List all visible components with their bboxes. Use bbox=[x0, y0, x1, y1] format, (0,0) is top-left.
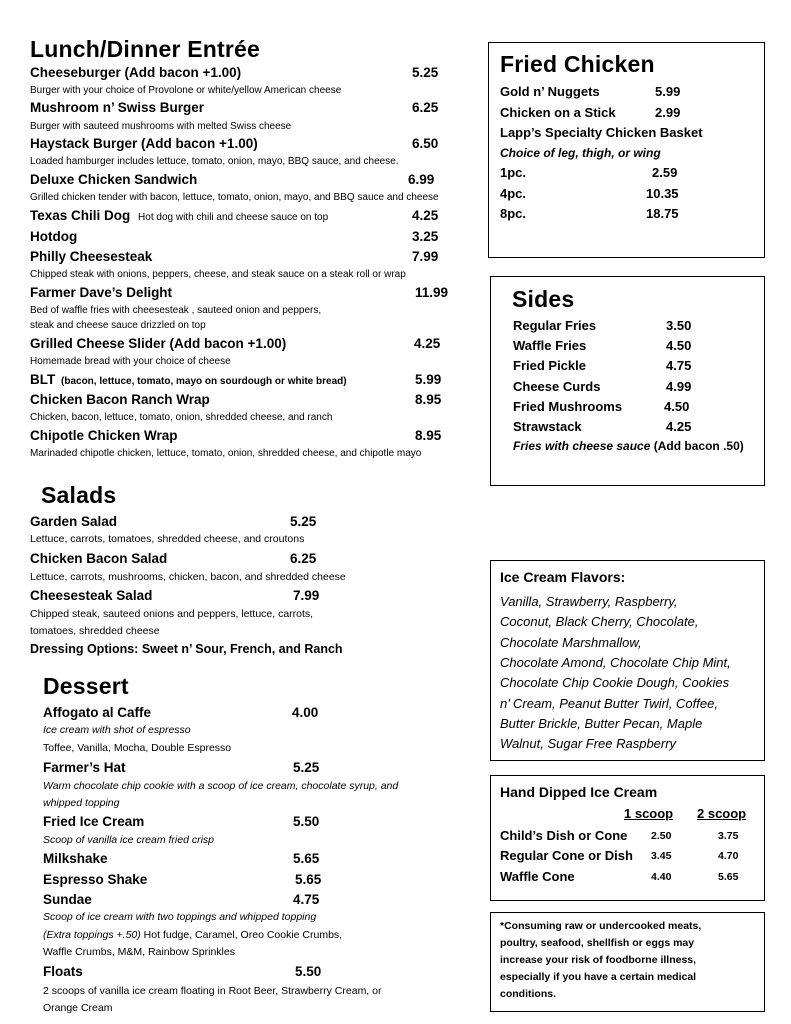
menu-item-name: 4pc. bbox=[500, 186, 527, 201]
fried-chicken-title: Fried Chicken bbox=[500, 51, 655, 77]
menu-item-name: Deluxe Chicken Sandwich bbox=[30, 172, 198, 187]
salads-title: Salads bbox=[41, 482, 117, 508]
flavor-line: Coconut, Black Cherry, Chocolate, bbox=[500, 614, 699, 629]
basket-title: Lapp’s Specialty Chicken Basket bbox=[500, 125, 703, 140]
menu-item-name: Farmer’s Hat bbox=[43, 760, 126, 775]
menu-item-name-text: Texas Chili Dog bbox=[30, 208, 131, 223]
menu-item-desc: tomatoes, shredded cheese bbox=[30, 625, 160, 637]
menu-item-name: Floats bbox=[43, 964, 83, 979]
menu-item-name bbox=[30, 372, 347, 387]
flavor-line: n’ Cream, Peanut Butter Twirl, Coffee, bbox=[500, 696, 718, 711]
menu-item-price: 4.40 bbox=[651, 871, 672, 883]
sides-note-bold: (Add bacon .50) bbox=[653, 439, 744, 453]
flavor-line: Chocolate Amond, Chocolate Chip Mint, bbox=[500, 655, 731, 670]
flavor-line: Butter Brickle, Butter Pecan, Maple bbox=[500, 716, 703, 731]
menu-item-name: Strawstack bbox=[513, 419, 582, 434]
sides-title: Sides bbox=[512, 286, 575, 312]
menu-item-name: Cheeseburger (Add bacon +1.00) bbox=[30, 65, 242, 80]
menu-item-price: 6.99 bbox=[408, 172, 435, 187]
disclaimer-line: *Consuming raw or undercooked meats, bbox=[500, 920, 702, 932]
menu-item-price: 4.70 bbox=[718, 850, 739, 862]
menu-item-price: 18.75 bbox=[646, 206, 679, 221]
sides-note-italic: Fries with cheese sauce bbox=[513, 439, 654, 453]
menu-item-name: 8pc. bbox=[500, 206, 527, 221]
menu-item-price: 6.25 bbox=[412, 100, 439, 115]
menu-item-price: 4.25 bbox=[412, 208, 439, 223]
menu-item-price: 7.99 bbox=[293, 588, 320, 603]
menu-item-name: Grilled Cheese Slider (Add bacon +1.00) bbox=[30, 336, 287, 351]
menu-item-desc: Loaded hamburger includes lettuce, tomato, onion, mayo, BBQ sauce, and cheese. bbox=[30, 156, 399, 167]
menu-item-price: 6.25 bbox=[290, 551, 317, 566]
menu-item-name: Mushroom n’ Swiss Burger bbox=[30, 100, 205, 115]
menu-item-price: 4.50 bbox=[666, 338, 692, 353]
menu-item-price: 4.99 bbox=[666, 379, 692, 394]
menu-item-desc: Bed of waffle fries with cheesesteak , sauteed onion and peppers, bbox=[30, 305, 322, 316]
menu-item-price: 4.25 bbox=[666, 419, 692, 434]
menu-item-desc: Ice cream with shot of espresso bbox=[43, 724, 191, 736]
fried-chicken-box bbox=[488, 42, 765, 258]
menu-item-name: Philly Cheesesteak bbox=[30, 249, 153, 264]
flavor-line: Chocolate Marshmallow, bbox=[500, 635, 642, 650]
menu-item-price: 5.65 bbox=[295, 872, 322, 887]
menu-item-name: Waffle Cone bbox=[500, 869, 575, 884]
menu-item-price: 2.50 bbox=[651, 830, 672, 842]
menu-item-desc: Lettuce, carrots, tomatoes, shredded cheese, and croutons bbox=[30, 533, 305, 545]
menu-item-desc: Toffee, Vanilla, Mocha, Double Espresso bbox=[43, 742, 232, 754]
menu-item-price: 2.99 bbox=[655, 105, 681, 120]
menu-item-desc: 2 scoops of vanilla ice cream floating in Root Beer, Strawberry Cream, or bbox=[43, 985, 382, 997]
menu-item-name: Waffle Fries bbox=[513, 338, 587, 353]
menu-item-name: Chipotle Chicken Wrap bbox=[30, 428, 178, 443]
menu-item-name: Haystack Burger (Add bacon +1.00) bbox=[30, 136, 258, 151]
flavor-line: Vanilla, Strawberry, Raspberry, bbox=[500, 594, 678, 609]
menu-item-name: Fried Ice Cream bbox=[43, 814, 145, 829]
menu-item-desc: Marinaded chipotle chicken, lettuce, tomato, onion, shredded cheese, and chipotle mayo bbox=[30, 448, 422, 459]
menu-item-desc: Lettuce, carrots, mushrooms, chicken, bacon, and shredded cheese bbox=[30, 571, 346, 583]
menu-item-price: 5.50 bbox=[295, 964, 322, 979]
menu-item-price: 4.25 bbox=[414, 336, 441, 351]
menu-item-desc: steak and cheese sauce drizzled on top bbox=[30, 320, 206, 331]
hand-dipped-title: Hand Dipped Ice Cream bbox=[500, 784, 658, 800]
menu-item-name: Milkshake bbox=[43, 851, 108, 866]
menu-item-name bbox=[30, 208, 328, 223]
menu-item-price: 3.75 bbox=[718, 830, 739, 842]
menu-item-name: Espresso Shake bbox=[43, 872, 148, 887]
menu-item-price: 5.25 bbox=[412, 65, 439, 80]
menu-item-price: 8.95 bbox=[415, 392, 442, 407]
menu-item-price: 3.25 bbox=[412, 229, 439, 244]
col-header-1-scoop: 1 scoop bbox=[624, 806, 674, 821]
menu-item-price: 8.95 bbox=[415, 428, 442, 443]
menu-item-name: Hotdog bbox=[30, 229, 78, 244]
menu-item-desc: Waffle Crumbs, M&M, Rainbow Sprinkles bbox=[43, 946, 235, 958]
menu-item-price: 6.50 bbox=[412, 136, 439, 151]
menu-item-price: 10.35 bbox=[646, 186, 679, 201]
menu-item-desc: Scoop of vanilla ice cream fried crisp bbox=[43, 834, 214, 846]
menu-item-desc-plain: Hot fudge, Caramel, Oreo Cookie Crumbs, bbox=[140, 929, 343, 941]
disclaimer-line: especially if you have a certain medical bbox=[500, 971, 697, 983]
ice-cream-flavors-box bbox=[490, 560, 765, 761]
dressing-options: Dressing Options: Sweet n’ Sour, French, and Ranch bbox=[30, 642, 343, 656]
menu-item-name: Chicken Bacon Salad bbox=[30, 551, 168, 566]
menu-item-name-text: BLT bbox=[30, 372, 56, 387]
menu-item-name: Gold n’ Nuggets bbox=[500, 84, 600, 99]
menu-item-desc: Warm chocolate chip cookie with a scoop of ice cream, chocolate syrup, and bbox=[43, 780, 399, 792]
menu-item-desc: whipped topping bbox=[43, 797, 120, 809]
sides-note bbox=[513, 439, 744, 453]
disclaimer-line: conditions. bbox=[500, 988, 556, 1000]
menu-item-price: 3.50 bbox=[666, 318, 692, 333]
menu-item-price: 4.00 bbox=[292, 705, 319, 720]
dessert-title: Dessert bbox=[43, 673, 129, 699]
menu-item-desc: Scoop of ice cream with two toppings and whipped topping bbox=[43, 911, 317, 923]
menu-item-name: Chicken Bacon Ranch Wrap bbox=[30, 392, 210, 407]
menu-item-price: 4.50 bbox=[664, 399, 690, 414]
flavor-line: Walnut, Sugar Free Raspberry bbox=[500, 736, 677, 751]
menu-item-price: 5.65 bbox=[718, 871, 739, 883]
col-header-2-scoop: 2 scoop bbox=[697, 806, 747, 821]
menu-item-name: Affogato al Caffe bbox=[43, 705, 151, 720]
menu-item-price: 5.99 bbox=[415, 372, 442, 387]
menu-item-desc: Chipped steak with onions, peppers, cheese, and steak sauce on a steak roll or wrap bbox=[30, 269, 406, 280]
menu-item-price: 5.99 bbox=[655, 84, 681, 99]
menu-item-desc: Orange Cream bbox=[43, 1002, 113, 1014]
menu-item-price: 4.75 bbox=[293, 892, 320, 907]
disclaimer-line: increase your risk of foodborne illness, bbox=[500, 954, 697, 966]
menu-item-name: 1pc. bbox=[500, 165, 527, 180]
menu-item-name: Farmer Dave’s Delight bbox=[30, 285, 173, 300]
menu-item-price: 5.50 bbox=[293, 814, 320, 829]
menu-item-inline-desc: (bacon, lettuce, tomato, mayo on sourdough or white bread) bbox=[61, 376, 347, 387]
menu-item-desc: Grilled chicken tender with bacon, lettuce, tomato, onion, mayo, and BBQ sauce and cheese bbox=[30, 192, 439, 203]
menu-item-name: Chicken on a Stick bbox=[500, 105, 616, 120]
ice-cream-flavors-title: Ice Cream Flavors: bbox=[500, 569, 626, 585]
menu-item-desc-italic: (Extra toppings +.50) bbox=[43, 929, 141, 941]
menu-item-inline-desc: Hot dog with chili and cheese sauce on top bbox=[138, 212, 329, 223]
menu-item-name: Fried Pickle bbox=[513, 358, 586, 373]
hand-dipped-box bbox=[490, 775, 765, 901]
menu-item-desc: Chipped steak, sauteed onions and peppers, lettuce, carrots, bbox=[30, 608, 314, 620]
menu-item-price: 3.45 bbox=[651, 850, 672, 862]
flavor-line: Chocolate Chip Cookie Dough, Cookies bbox=[500, 675, 730, 690]
menu-item-name: Cheese Curds bbox=[513, 379, 601, 394]
menu-item-price: 2.59 bbox=[652, 165, 678, 180]
menu-item-name: Cheesesteak Salad bbox=[30, 588, 153, 603]
menu-item-desc bbox=[43, 929, 342, 941]
menu-item-desc: Burger with your choice of Provolone or white/yellow American cheese bbox=[30, 85, 342, 96]
menu-item-desc: Burger with sauteed mushrooms with melted Swiss cheese bbox=[30, 121, 292, 132]
menu-item-name: Regular Cone or Dish bbox=[500, 848, 633, 863]
basket-choice: Choice of leg, thigh, or wing bbox=[500, 146, 661, 160]
menu-item-price: 5.25 bbox=[293, 760, 320, 775]
menu-item-name: Fried Mushrooms bbox=[513, 399, 623, 414]
menu-item-name: Sundae bbox=[43, 892, 92, 907]
menu-item-desc: Homemade bread with your choice of cheese bbox=[30, 356, 231, 367]
menu-item-price: 4.75 bbox=[666, 358, 692, 373]
menu-item-price: 5.65 bbox=[293, 851, 320, 866]
menu-item-price: 7.99 bbox=[412, 249, 439, 264]
menu-item-name: Regular Fries bbox=[513, 318, 597, 333]
disclaimer-box bbox=[490, 912, 765, 1012]
menu-item-desc: Chicken, bacon, lettuce, tomato, onion, shredded cheese, and ranch bbox=[30, 412, 333, 423]
sides-box bbox=[490, 276, 765, 486]
disclaimer-line: poultry, seafood, shellfish or eggs may bbox=[500, 937, 695, 949]
lunch-title: Lunch/Dinner Entrée bbox=[30, 36, 260, 62]
menu-item-price: 5.25 bbox=[290, 514, 317, 529]
menu-item-name: Garden Salad bbox=[30, 514, 118, 529]
menu-item-price: 11.99 bbox=[415, 285, 449, 300]
menu-item-name: Child’s Dish or Cone bbox=[500, 828, 628, 843]
